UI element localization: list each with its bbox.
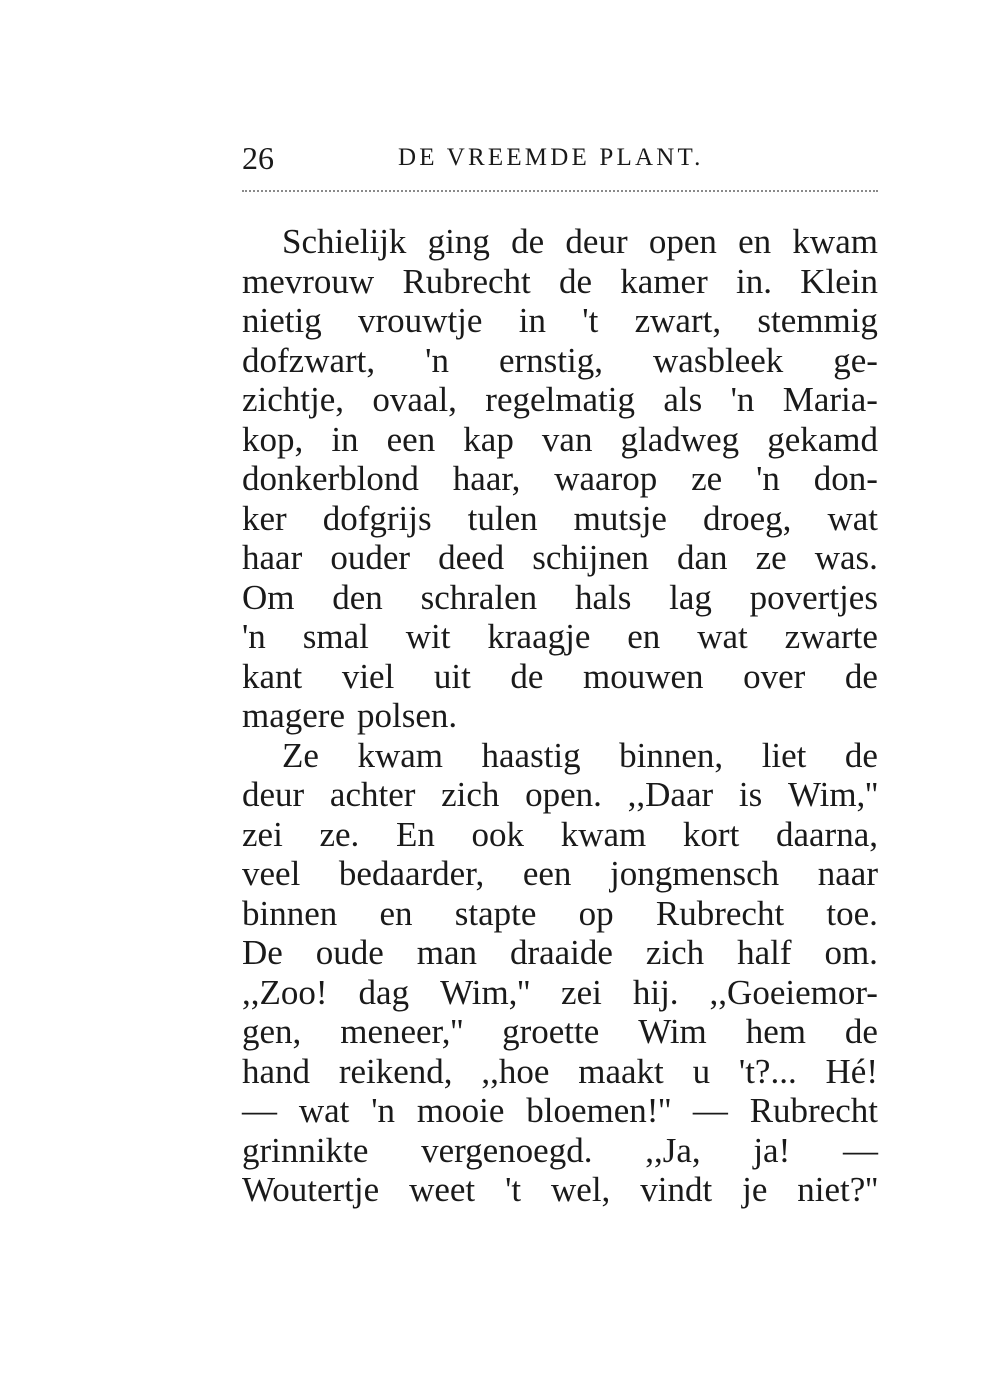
text-line: mevrouw Rubrecht de kamer in. Klein — [242, 261, 878, 301]
text-line: 'n smal wit kraagje en wat zwarte — [242, 617, 878, 656]
text-line: magere polsen. — [242, 696, 458, 735]
text-line: donkerblond haar, waarop ze 'n don- — [242, 459, 878, 498]
header-rule — [242, 190, 878, 192]
text-line: ker dofgrijs tulen mutsje droeg, wat — [242, 498, 878, 538]
text-line: zichtje, ovaal, regelmatig als 'n Maria- — [242, 380, 878, 419]
text-line: hand reikend, ,,hoe maakt u 't?... Hé! — [242, 1051, 878, 1091]
paragraph — [242, 222, 878, 736]
text-line: Schielijk ging de deur open en kwam — [282, 222, 878, 261]
page-header — [242, 140, 878, 180]
running-title: DE VREEMDE PLANT. — [398, 144, 704, 171]
text-line: veel bedaarder, een jongmensch naar — [242, 854, 878, 893]
text-line: zei ze. En ook kwam kort daarna, — [242, 814, 878, 854]
paragraph — [242, 736, 878, 1210]
text-line: Woutertje weet 't wel, vindt je niet?'' — [242, 1170, 878, 1209]
page-number: 26 — [242, 140, 274, 176]
text-line: kant viel uit de mouwen over de — [242, 656, 878, 696]
text-line: — wat 'n mooie bloemen!'' — Rubrecht — [242, 1091, 878, 1130]
text-line: ,,Zoo! dag Wim,'' zei hij. ,,Goeiemor- — [242, 972, 878, 1012]
text-line: De oude man draaide zich half om. — [242, 933, 878, 972]
text-line: grinnikte vergenoegd. ,,Ja, ja! — — [242, 1130, 878, 1170]
body-text — [242, 222, 878, 1210]
text-line: haar ouder deed schijnen dan ze was. — [242, 538, 878, 577]
text-line: gen, meneer,'' groette Wim hem de — [242, 1012, 878, 1051]
text-line: binnen en stapte op Rubrecht toe. — [242, 893, 878, 933]
text-line: dofzwart, 'n ernstig, wasbleek ge- — [242, 340, 878, 380]
text-line: nietig vrouwtje in 't zwart, stemmig — [242, 301, 878, 340]
text-line: kop, in een kap van gladweg gekamd — [242, 419, 878, 459]
text-line: Ze kwam haastig binnen, liet de — [282, 735, 878, 775]
text-line: deur achter zich open. ,,Daar is Wim,'' — [242, 775, 878, 814]
text-line: Om den schralen hals lag povertjes — [242, 577, 878, 617]
